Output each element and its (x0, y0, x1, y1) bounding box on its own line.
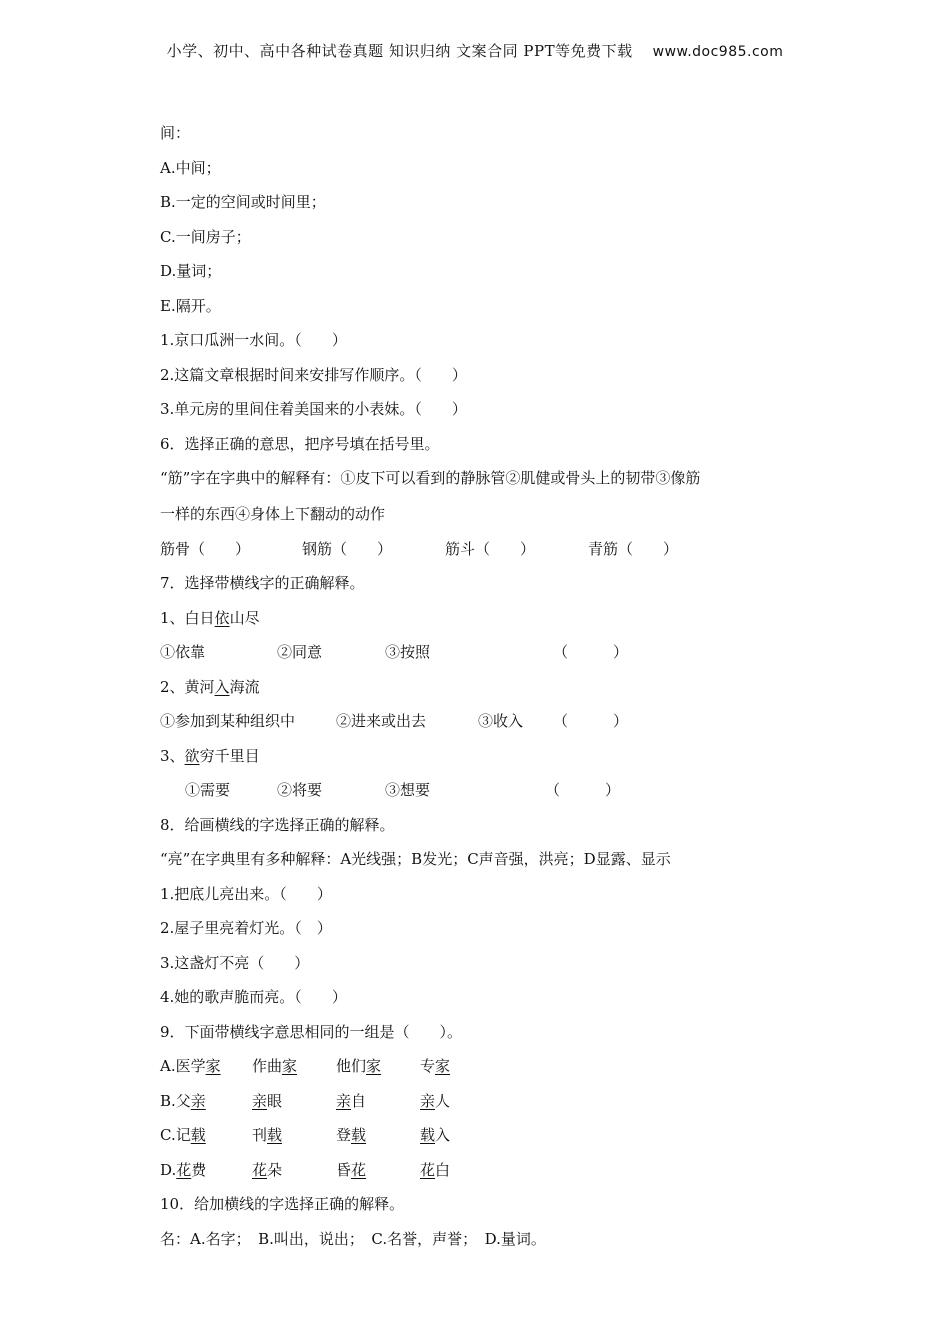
underlined-char: 家 (366, 1057, 382, 1075)
q7-title: 7．选择带横线字的正确解释。 (160, 574, 365, 592)
q8-item: 4.她的歌声脆而亮。（ ） (160, 988, 347, 1006)
q8-item: 2.屋子里亮着灯光。（ ） (160, 919, 332, 937)
q6-words-row (160, 539, 800, 574)
q6-word: 筋骨（ ） (160, 539, 251, 558)
underlined-char: 亲 (252, 1091, 268, 1110)
q5-option: B.一定的空间或时间里； (160, 193, 326, 211)
q6-word: 青筋（ ） (588, 539, 679, 558)
q5-stem: 间： (160, 124, 191, 142)
q5-option: C.一间房子； (160, 227, 251, 246)
underlined-char: 亲 (336, 1091, 352, 1110)
q9-row: A.医学家 作曲家 他们家 专家 (160, 1057, 451, 1075)
q6-desc-line1: “筋”字在字典中的解释有：①皮下可以看到的静脉管②肌健或骨头上的韧带③像筋 (160, 469, 701, 487)
q10-title: 10．给加横线的字选择正确的解释。 (160, 1195, 405, 1213)
header-site: www.doc985.com (652, 44, 784, 60)
underlined-char: 花 (252, 1160, 268, 1179)
underlined-char: 亲 (420, 1091, 436, 1110)
q7-options-2: ①参加到某种组织中 ②进来或出去 ③收入 （ ） (160, 712, 629, 730)
underlined-char: 家 (435, 1057, 451, 1075)
underlined-char: 花 (420, 1160, 436, 1179)
answer-blank: （ ） (553, 712, 629, 730)
q8-item: 3.这盏灯不亮（ ） (160, 953, 310, 972)
underlined-char: 欲 (184, 746, 200, 765)
q9-title: 9．下面带横线字意思相同的一组是（ ）。 (160, 1022, 463, 1041)
underlined-char: 入 (214, 677, 230, 696)
underlined-char: 载 (351, 1126, 367, 1144)
q7-options-3: ①需要 ②将要 ③想要 （ ） (185, 781, 621, 799)
q6-title: 6．选择正确的意思，把序号填在括号里。 (160, 434, 440, 453)
q7-sentence-1: 1、白日依山尽 (160, 608, 260, 627)
q5-item: 2.这篇文章根据时间来安排写作顺序。（ ） (160, 365, 467, 384)
answer-blank: （ ） (545, 781, 621, 799)
q6-desc-line2: 一样的东西④身体上下翻动的动作 (160, 505, 386, 523)
header-text: 小学、初中、高中各种试卷真题 知识归纳 文案合同 PPT等免费下载 (166, 42, 633, 60)
underlined-char: 家 (205, 1057, 221, 1075)
q7-options-1: ①依靠 ②同意 ③按照 （ ） (160, 643, 629, 661)
q5-option: E.隔开。 (160, 296, 221, 315)
underlined-char: 载 (420, 1126, 436, 1144)
q7-sentence-2: 2、黄河入海流 (160, 677, 260, 696)
q9-row: C.记载 刊载 登载 载入 (160, 1126, 451, 1144)
underlined-char: 亲 (190, 1091, 206, 1110)
document-body (160, 123, 800, 1263)
underlined-char: 载 (267, 1126, 283, 1144)
q6-word: 钢筋（ ） (302, 539, 393, 558)
q5-item: 3.单元房的里间住着美国来的小表妹。（ ） (160, 400, 467, 418)
underlined-char: 依 (214, 608, 230, 627)
q9-row: B.父亲 亲眼 亲自 亲人 (160, 1091, 451, 1110)
q10-desc: 名：A.名字； B.叫出，说出； C.名誉，声誉； D.量词。 (160, 1229, 546, 1248)
q7-sentence-3: 3、欲穷千里目 (160, 746, 260, 765)
q8-desc: “亮”在字典里有多种解释：A光线强；B发光；C声音强，洪亮；D显露、显示 (160, 850, 671, 868)
q6-word: 筋斗（ ） (445, 539, 536, 558)
underlined-char: 花 (351, 1160, 367, 1179)
q5-item: 1.京口瓜洲一水间。（ ） (160, 331, 347, 349)
page-header (0, 40, 950, 61)
q5-option: A.中间； (160, 158, 221, 177)
q5-option: D.量词； (160, 262, 222, 280)
q8-item: 1.把底儿亮出来。（ ） (160, 884, 332, 903)
underlined-char: 家 (282, 1057, 298, 1075)
underlined-char: 载 (190, 1126, 206, 1144)
q9-row: D.花费 花朵 昏花 花白 (160, 1160, 451, 1179)
underlined-char: 花 (176, 1160, 192, 1179)
answer-blank: （ ） (553, 643, 629, 661)
q8-title: 8．给画横线的字选择正确的解释。 (160, 815, 395, 834)
